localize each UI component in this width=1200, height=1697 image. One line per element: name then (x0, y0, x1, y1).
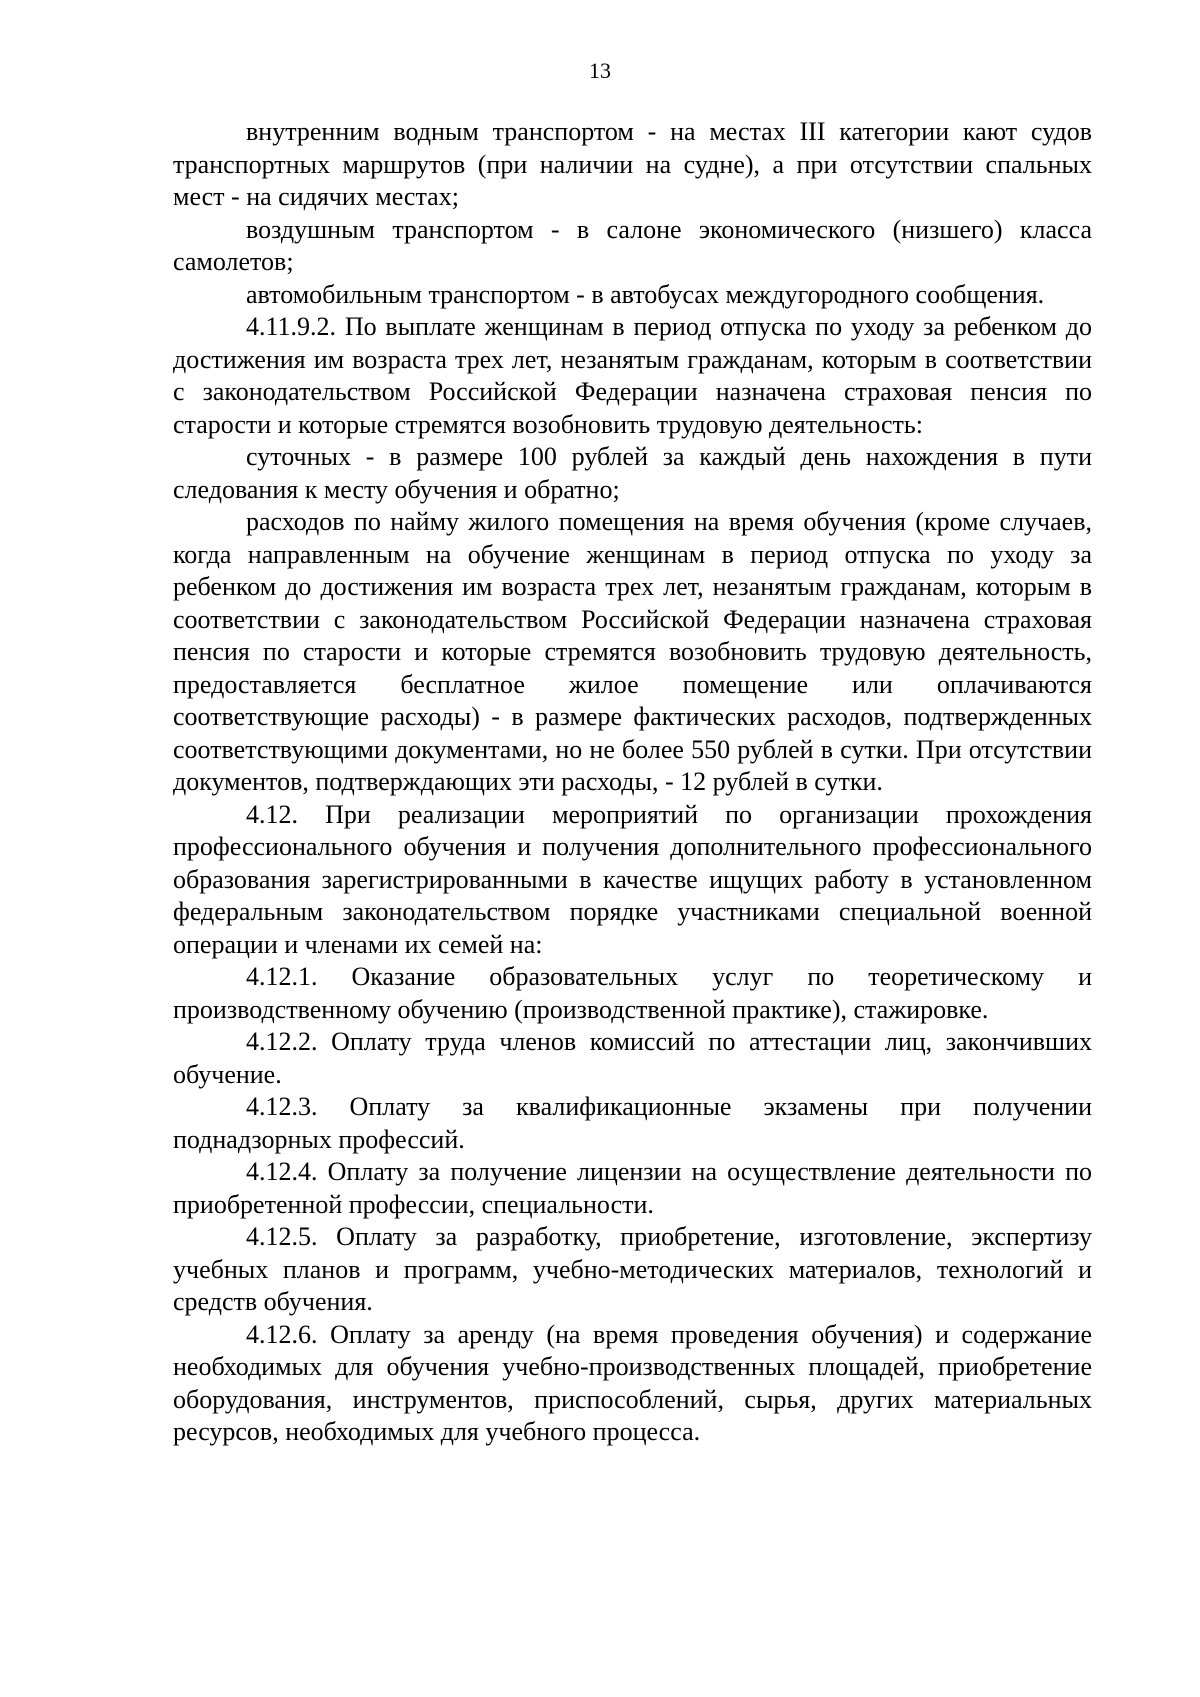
paragraph-4-12-5: 4.12.5. Оплату за разработку, приобретение, изготовление, экспертизу учебных планов и программ, учебно-методических материалов, технологий и средств обучения. (173, 1222, 1092, 1316)
paragraph-road-transport: автомобильным транспортом - в автобусах междугородного сообщения. (246, 279, 1045, 309)
paragraph-daily-allowance: суточных - в размере 100 рублей за каждый день нахождения в пути следования к месту обучения и обратно; (173, 442, 1092, 504)
paragraph-4-12-2: 4.12.2. Оплату труда членов комиссий по аттестации лиц, закончивших обучение. (173, 1027, 1092, 1089)
paragraph-air-transport: воздушным транспортом - в салоне экономического (низшего) класса самолетов; (173, 214, 1092, 276)
paragraph-water-transport: внутренним водным транспортом - на местах III категории кают судов транспортных маршрутов (при наличии на судне), а при отсутствии спальных мест - на сидячих местах; (173, 117, 1092, 211)
paragraph-housing-expenses: расходов по найму жилого помещения на время обучения (кроме случаев, когда направленным на обучение женщинам в период отпуска по уходу за ребенком до достижения им возраста трех лет, незанятым гражданам, которым в соответствии с законодательством Российской Федерации назначена страховая пенсия по старости и которые стремятся возобновить трудовую деятельность, предоставляется бесплатное жилое помещение или оплачиваются соответствующие расходы) - в размере фактических расходов, подтвержденных соответствующими документами, но не более 550 рублей в сутки. При отсутствии документов, подтверждающих эти расходы, - 12 рублей в сутки. (173, 507, 1092, 796)
page-number: 13 (589, 58, 611, 83)
paragraph-4-12-1: 4.12.1. Оказание образовательных услуг по теоретическому и производственному обучению (производственной практике), стажировке. (173, 962, 1092, 1024)
document-body (173, 116, 1092, 1449)
paragraph-4-12-4: 4.12.4. Оплату за получение лицензии на осуществление деятельности по приобретенной профессии, специальности. (173, 1157, 1092, 1219)
paragraph-4-12-6: 4.12.6. Оплату за аренду (на время проведения обучения) и содержание необходимых для обучения учебно-производственных площадей, приобретение оборудования, инструментов, приспособлений, сырья, других материальных ресурсов, необходимых для учебного процесса. (173, 1319, 1092, 1446)
paragraph-4-12-3: 4.12.3. Оплату за квалификационные экзамены при получении поднадзорных профессий. (173, 1092, 1092, 1154)
paragraph-4-12: 4.12. При реализации мероприятий по организации прохождения профессионального обучения и получения дополнительного профессионального образования зарегистрированными в качестве ищущих работу в установленном федеральным законодательством порядке участниками специальной военной операции и членами их семей на: (173, 799, 1092, 959)
paragraph-4-11-9-2: 4.11.9.2. По выплате женщинам в период отпуска по уходу за ребенком до достижения им возраста трех лет, незанятым гражданам, которым в соответствии с законодательством Российской Федерации назначена страховая пенсия по старости и которые стремятся возобновить трудовую деятельность: (173, 312, 1092, 439)
